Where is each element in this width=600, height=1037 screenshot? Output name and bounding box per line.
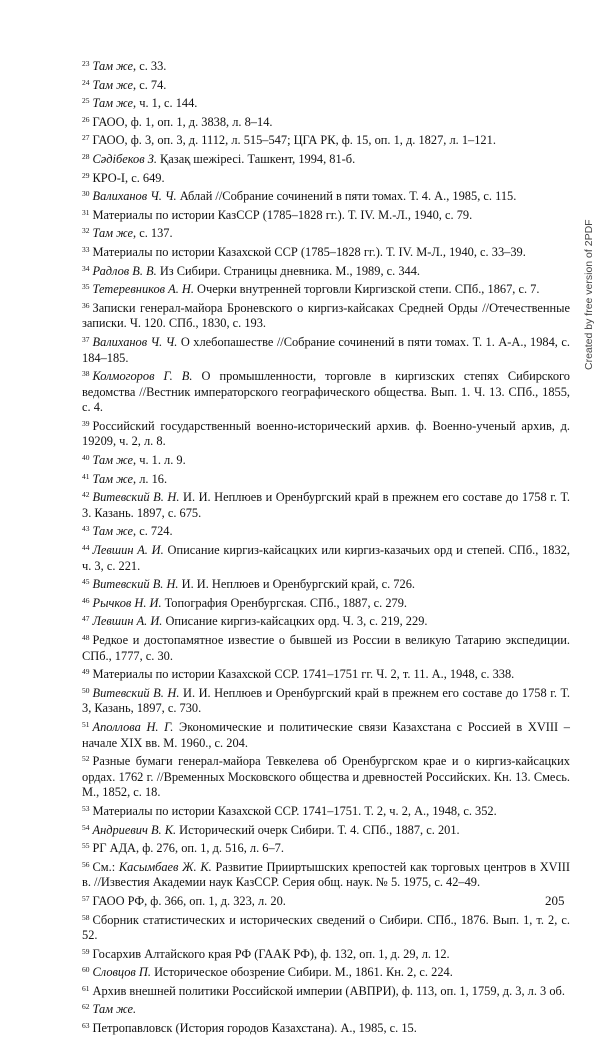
footnote-38: [62, 366, 570, 416]
footnote-33: [62, 242, 570, 261]
footnote-author: Валиханов Ч. Ч.: [92, 189, 177, 204]
footnote-52: [62, 751, 570, 801]
footnote-author: Сәдібеков З.: [92, 151, 157, 166]
footnote-number: 26: [82, 114, 90, 124]
footnote-number: 44: [82, 543, 90, 553]
footnote-text: Исторический очерк Сибири. Т. 4. СПб., 1887, с. 201.: [176, 822, 460, 837]
footnote-number: 35: [82, 282, 90, 292]
footnote-number: 42: [82, 490, 90, 500]
footnote-author: Валиханов Ч. Ч.: [92, 334, 178, 349]
footnote-55: [62, 838, 570, 857]
footnote-text: Қазақ шежіресі. Ташкент, 1994, 81-б.: [156, 151, 356, 166]
footnote-text: РГ АДА, ф. 276, оп. 1, д. 516, л. 6–7.: [92, 841, 284, 856]
footnote-number: 49: [82, 667, 90, 677]
footnote-author: Радлов В. В.: [92, 263, 157, 278]
footnote-text: , с. 137.: [133, 226, 173, 241]
footnote-number: 34: [82, 263, 90, 273]
footnote-56: [62, 857, 570, 891]
footnote-31: [62, 205, 570, 224]
footnote-author: Там же: [92, 524, 134, 539]
footnote-text: ГАОО, ф. 1, оп. 1, д. 3838, л. 8–14.: [92, 114, 273, 129]
footnote-text: , с. 724.: [133, 524, 173, 539]
footnote-text: Описание киргиз-кайсацких орд. Ч. 3, с. 219, 229.: [162, 614, 428, 629]
footnote-text: Петропавловск (История городов Казахстана). А., 1985, с. 15.: [92, 1021, 417, 1036]
footnote-45: [62, 574, 570, 593]
footnote-author: Левшин А. И.: [92, 614, 163, 629]
footnote-number: 28: [82, 151, 90, 161]
footnote-text: Материалы по истории Казахской ССР. 1741–1751 гг. Ч. 2, т. 11. А., 1948, с. 338.: [92, 667, 515, 682]
footnote-author: Там же: [92, 96, 134, 111]
footnote-41: [62, 469, 570, 488]
footnote-text: Топография Оренбургская. СПб., 1887, с. 279.: [161, 595, 408, 610]
footnote-author: Рычков Н. И.: [92, 595, 162, 610]
footnote-number: 59: [82, 946, 90, 956]
footnote-author: Словцов П.: [92, 965, 151, 980]
footnote-number: 25: [82, 96, 90, 106]
footnote-text: Из Сибири. Страницы дневника. М., 1989, с. 344.: [156, 263, 421, 278]
footnote-author: Витевский В. Н.: [92, 577, 179, 592]
footnote-text: , с. 33.: [133, 59, 167, 73]
footnote-text: См.:: [92, 859, 119, 874]
footnote-author: Андриевич В. К.: [92, 822, 177, 837]
footnote-35: [62, 279, 570, 298]
page-number: 205: [545, 893, 565, 908]
footnote-30: [62, 186, 570, 205]
footnote-text: Аблай //Собрание сочинений в пяти томах. Т. 4. А., 1985, с. 115.: [176, 189, 517, 204]
footnote-number: 29: [82, 170, 90, 180]
footnote-number: 48: [82, 633, 90, 642]
footnote-text: Материалы по истории КазССР (1785–1828 гг.). Т. IV. М.-Л., 1940, с. 79.: [92, 207, 473, 222]
footnote-number: 33: [82, 244, 90, 254]
footnote-34: [62, 261, 570, 280]
footnote-text: ГАОО РФ, ф. 366, оп. 1, д. 323, л. 20.: [92, 893, 286, 908]
footnote-47: [62, 611, 570, 630]
footnote-number: 37: [82, 334, 90, 344]
footnote-text: Экономические и политические связи Казахстана с Россией в XVIII – начале XIX вв. М. 1960., с. 204.: [82, 719, 570, 750]
footnote-author: Колмогоров Г. В.: [92, 369, 193, 384]
footnote-text: Сборник статистических и исторических сведений о Сибири. СПб., 1876. Вып. 1, т. 2, с. 52.: [82, 912, 570, 943]
footnote-author: Там же.: [92, 1002, 137, 1017]
footnote-author: Аполлова Н. Г.: [92, 719, 174, 734]
footnote-text: , ч. 1, с. 144.: [133, 96, 198, 111]
footnote-number: 52: [82, 754, 90, 764]
footnote-28: [62, 149, 570, 168]
footnote-number: 50: [82, 685, 90, 695]
footnote-29: [62, 168, 570, 187]
footnote-26: [62, 112, 570, 131]
footnote-text: Разные бумаги генерал-майора Тевкелева об Оренбургском крае и о киргиз-кайсацких ордах. 1762 г. //Временных Московского общества и древностей Российских. Кн. 13. Смесь. М., 1852, с. 18.: [82, 754, 570, 800]
footnote-author: Там же: [92, 471, 134, 486]
footnote-number: 46: [82, 595, 90, 605]
footnote-text: , л. 16.: [133, 471, 168, 486]
footnote-63: [62, 1018, 570, 1037]
footnote-author: Витевский В. Н.: [92, 685, 180, 700]
footnote-61: [62, 981, 570, 1000]
footnote-number: 24: [82, 77, 90, 87]
footnote-text: Редкое и достопамятное известие о бывшей из России в великую Татарию экспедиции. СПб., 1777, с. 30.: [82, 633, 570, 663]
footnote-51: [62, 717, 570, 751]
footnote-text: ГАОО, ф. 3, оп. 3, д. 1112, л. 515–547; ЦГА РК, ф. 15, оп. 1, д. 1827, л. 1–121.: [92, 133, 496, 148]
footnote-40: [62, 450, 570, 469]
footnote-23: [62, 56, 570, 75]
footnote-number: 39: [82, 418, 90, 428]
footnote-number: 31: [82, 207, 90, 217]
footnote-text: И. И. Неплюев и Оренбургский край, с. 726.: [178, 577, 415, 592]
footnote-text: Госархив Алтайского края РФ (ГААК РФ), ф. 132, оп. 1, д. 29, л. 12.: [92, 946, 450, 961]
footnote-48: [62, 630, 570, 664]
footnote-50: [62, 683, 570, 717]
footnote-number: 63: [82, 1021, 90, 1031]
footnote-24: [62, 75, 570, 94]
footnote-44: [62, 540, 570, 574]
footnote-25: [62, 93, 570, 112]
footnote-text: Описание киргиз-кайсацких или киргиз-казачьих орд и степей. СПб., 1832, ч. 3, с. 221.: [82, 543, 570, 573]
watermark: Created by free version of 2PDF: [583, 219, 595, 370]
footnote-54: [62, 820, 570, 839]
footnote-62: [62, 999, 570, 1018]
footnote-author: Витевский В. Н.: [92, 490, 180, 505]
footnote-author: Левшин А. И.: [92, 543, 164, 558]
footnote-46: [62, 593, 570, 612]
footnote-author: Там же: [92, 77, 134, 92]
footnote-number: 32: [82, 226, 90, 236]
footnote-text: О хлебопашестве //Собрание сочинений в пяти томах. Т. 1. А-А., 1984, с. 184–185.: [82, 334, 570, 365]
footnote-number: 61: [82, 983, 90, 993]
footnote-text: Историческое обозрение Сибири. М., 1861. Кн. 2, с. 224.: [150, 965, 453, 980]
footnote-author: Касымбаев Ж. К.: [118, 859, 212, 874]
footnote-text: , с. 74.: [133, 77, 167, 92]
footnote-39: [62, 416, 570, 450]
footnote-text: Развитие Прииртышских крепостей как торговых центров в XVIII в. //Известия Академии наук КазССР. Серия общ. наук. № 5. 1975, с. 42–49.: [82, 859, 571, 890]
footnote-36: [62, 298, 570, 332]
footnote-text: И. И. Неплюев и Оренбургский край в прежнем его составе до 1758 г. Т. 3, Казань, 1897, с. 730.: [82, 685, 570, 716]
footnote-number: 47: [82, 614, 90, 624]
footnote-42: [62, 487, 570, 521]
footnote-53: [62, 801, 570, 820]
footnote-text: Архив внешней политики Российской империи (АВПРИ), ф. 113, оп. 1, 1759, д. 3, л. 3 об.: [92, 983, 565, 998]
footnote-57: [62, 891, 570, 910]
footnote-number: 41: [82, 471, 90, 481]
footnote-60: [62, 962, 570, 981]
footnote-number: 45: [82, 577, 90, 587]
footnote-number: 53: [82, 803, 90, 813]
footnote-text: Российский государственный военно-исторический архив. ф. Военно-ученый архив, д. 19209, ч. 2, л. 8.: [82, 418, 570, 449]
footnote-number: 36: [82, 300, 90, 310]
footnote-43: [62, 521, 570, 540]
footnote-number: 62: [82, 1002, 90, 1012]
footnote-number: 38: [82, 369, 90, 379]
footnote-author: Там же: [92, 59, 134, 73]
footnote-author: Тетеревников А. Н.: [92, 282, 194, 297]
footnote-37: [62, 332, 570, 366]
footnote-58: [62, 910, 570, 944]
footnote-text: Материалы по истории Казахской ССР. 1741–1751. Т. 2, ч. 2, А., 1948, с. 352.: [92, 803, 497, 818]
footnote-text: , ч. 1. л. 9.: [133, 453, 186, 468]
footnote-number: 60: [82, 965, 90, 975]
footnote-text: Записки генерал-майора Броневского о киргиз-кайсаках Средней Орды //Отечественные записки. Ч. 120. СПб., 1830, с. 193.: [82, 300, 570, 331]
footnote-author: Там же: [92, 453, 134, 468]
footnote-author: Там же: [92, 226, 134, 241]
footnote-text: Материалы по истории Казахской ССР (1785–1828 гг.). Т. IV. М-Л., 1940, с. 33–39.: [92, 244, 526, 259]
footnote-number: 30: [82, 189, 90, 199]
footnotes-list: [62, 56, 570, 1037]
footnote-number: 27: [82, 133, 90, 143]
footnote-number: 55: [82, 841, 90, 851]
footnote-number: 51: [82, 719, 90, 729]
footnote-text: О промышленности, торговле в киргизских степях Сибирского ведомства //Вестник императорского географического общества. Вып. 1. Ч. 13. СПб., 1855, с. 4.: [82, 369, 570, 415]
footnote-number: 43: [82, 524, 90, 534]
footnote-text: КРО-I, с. 649.: [92, 170, 165, 185]
footnote-27: [62, 130, 570, 149]
footnote-number: 56: [82, 859, 90, 869]
footnote-number: 23: [82, 59, 90, 68]
footnote-32: [62, 223, 570, 242]
footnote-number: 58: [82, 912, 90, 922]
footnote-text: Очерки внутренней торговли Киргизской степи. СПб., 1867, с. 7.: [193, 282, 540, 297]
footnote-number: 54: [82, 822, 90, 832]
footnote-number: 57: [82, 893, 90, 903]
footnote-text: И. И. Неплюев и Оренбургский край в прежнем его составе до 1758 г. Т. 3. Казань. 1897, с. 675.: [82, 490, 570, 520]
footnote-number: 40: [82, 453, 90, 463]
footnote-59: [62, 944, 570, 963]
footnote-49: [62, 664, 570, 683]
